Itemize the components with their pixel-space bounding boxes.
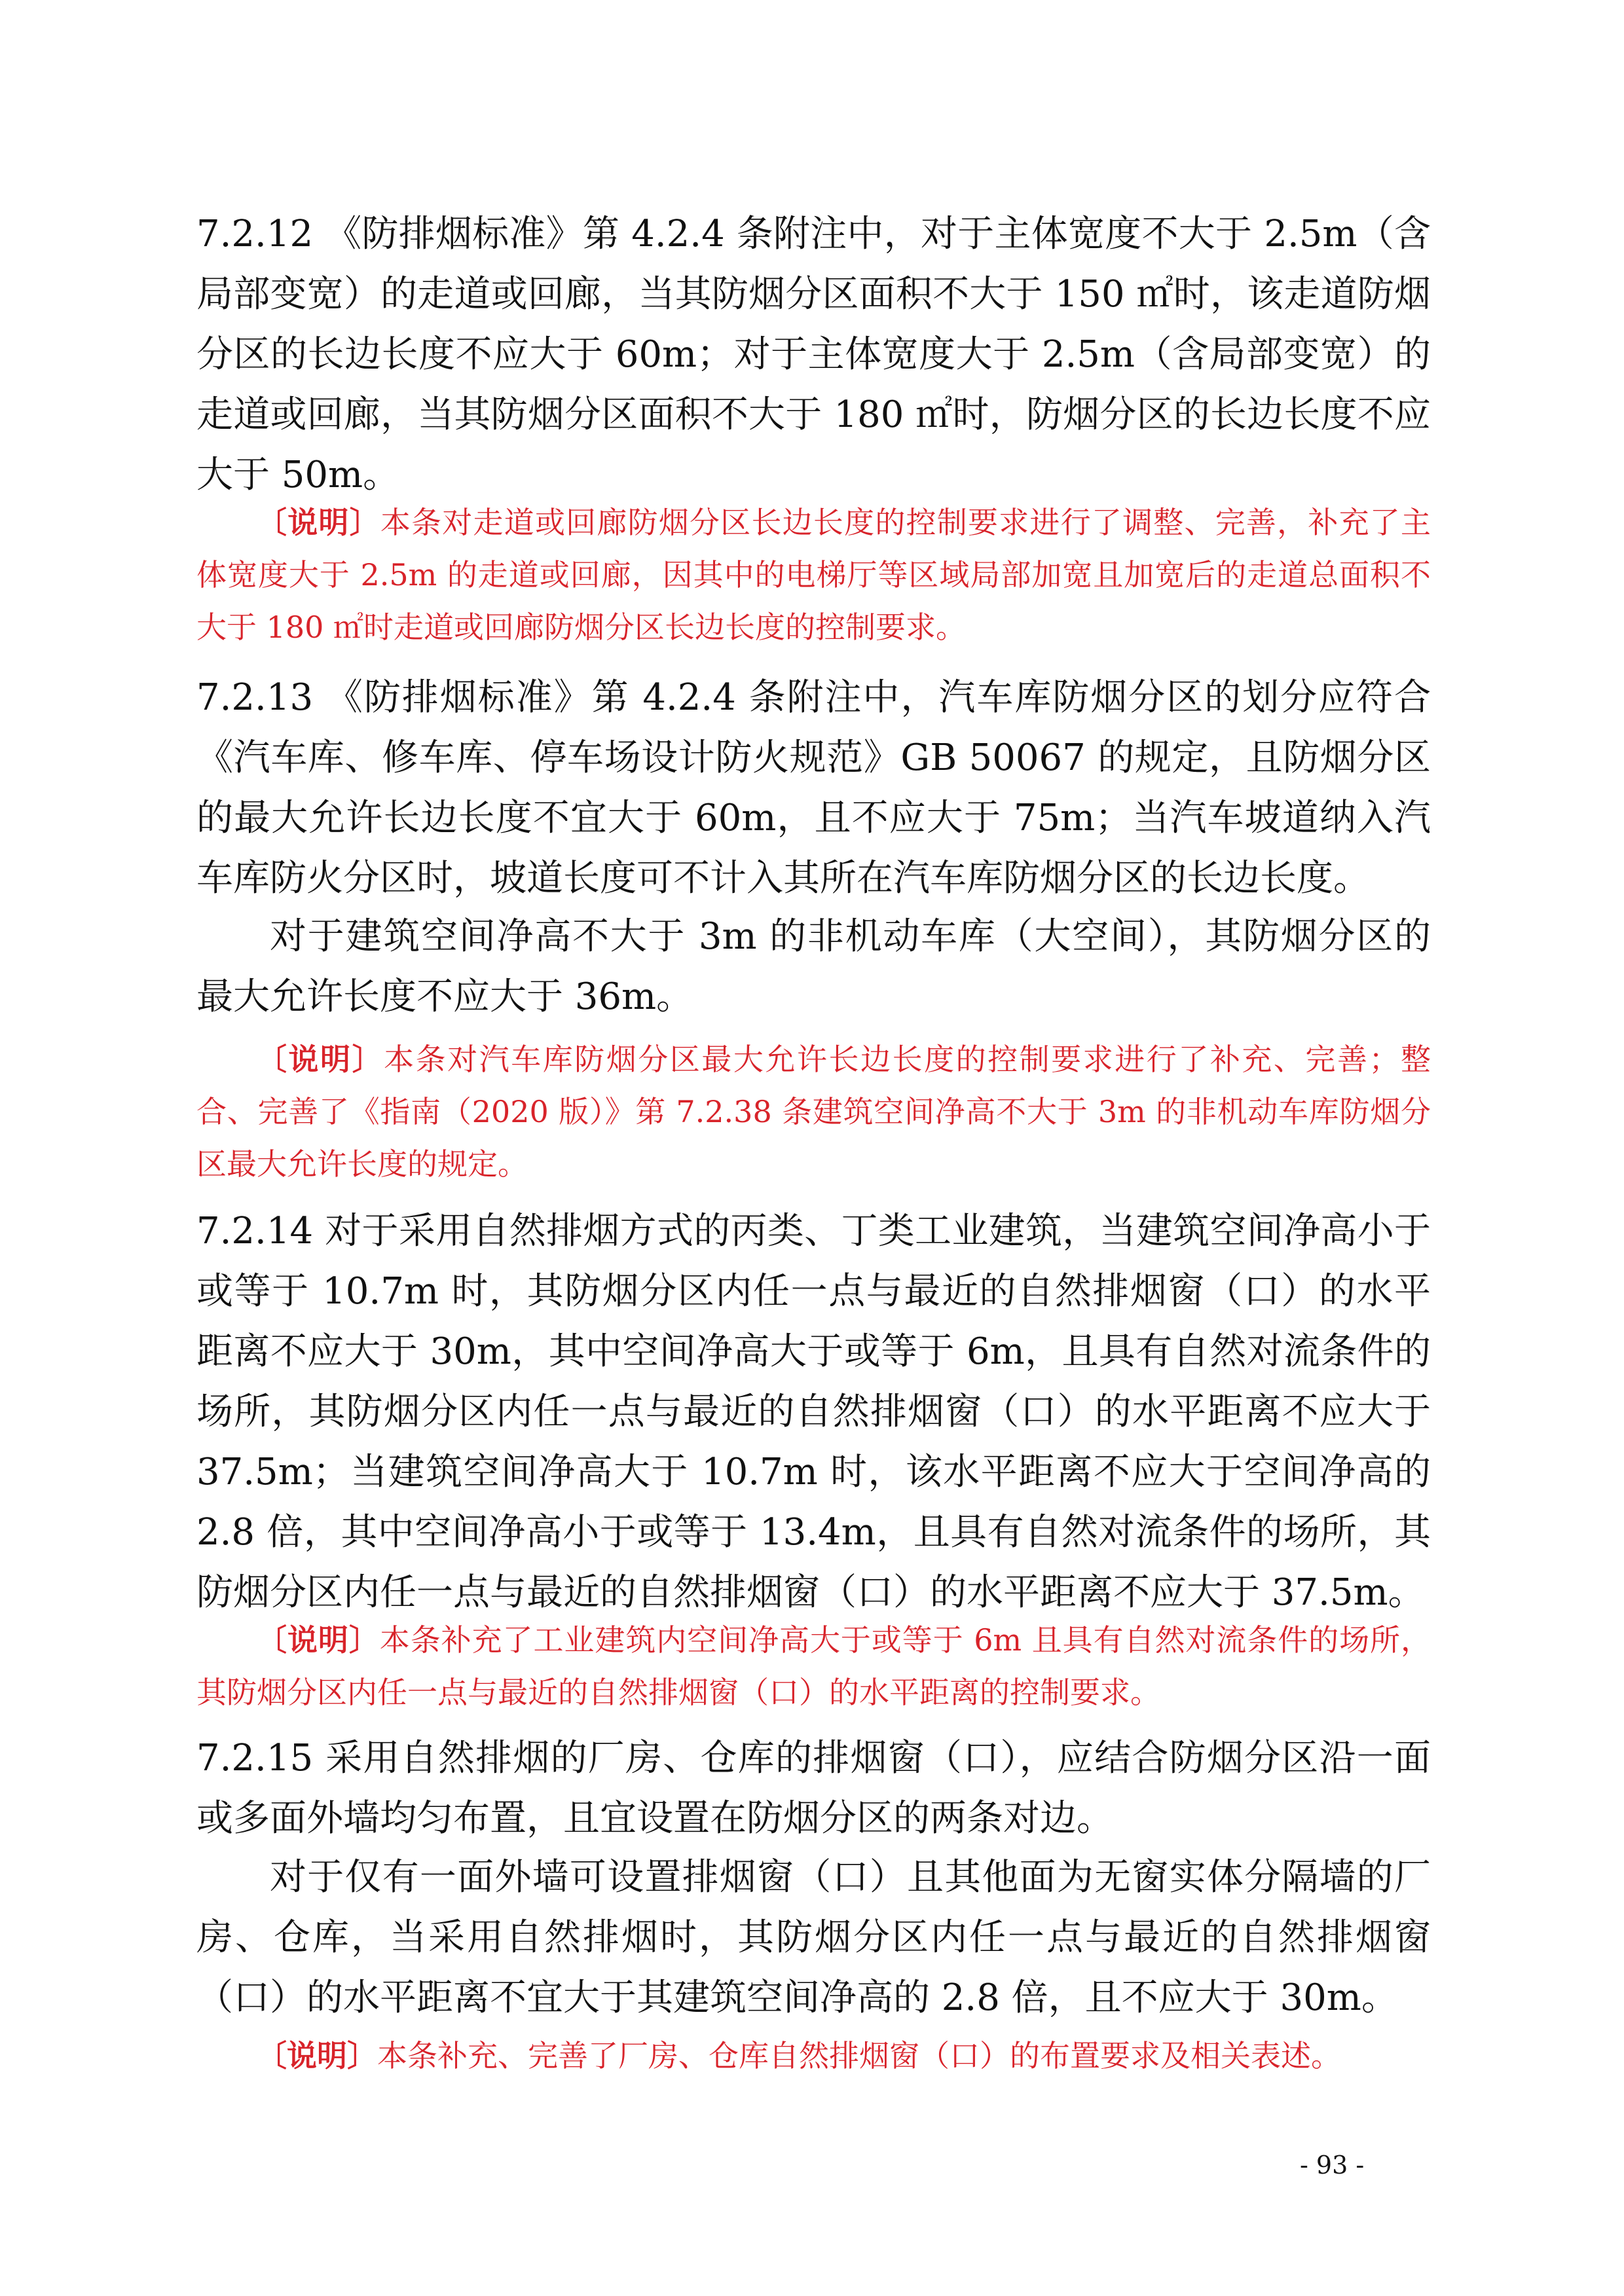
note-text: 本条补充了工业建筑内空间净高大于或等于 6m 且具有自然对流条件的场所，其防烟分区内任一点与最近的自然排烟窗（口）的水平距离的控制要求。: [196, 1622, 1431, 1710]
clause-7-2-13-paragraph-2: 对于建筑空间净高不大于 3m 的非机动车库（大空间），其防烟分区的最大允许长度不应大于 36m。: [196, 915, 1431, 1018]
clause-7-2-13: 7.2.13 《防排烟标准》第 4.2.4 条附注中，汽车库防烟分区的划分应符合《汽车库、修车库、停车场设计防火规范》GB 50067 的规定，且防烟分区的最大允许长边长度不宜大于 60m，且不应大于 75m；当汽车坡道纳入汽车库防火分区时，坡道长度可不计入其所在汽车库防烟分区的长边长度。: [196, 676, 1431, 900]
note-text: 本条对走道或回廊防烟分区长边长度的控制要求进行了调整、完善，补充了主体宽度大于 2.5m 的走道或回廊，因其中的电梯厅等区域局部加宽且加宽后的走道总面积不大于 180 ㎡时走道或回廊防烟分区长边长度的控制要求。: [196, 505, 1431, 645]
note-7-2-13: [196, 1033, 1431, 1190]
clause-7-2-14: 7.2.14 对于采用自然排烟方式的丙类、丁类工业建筑，当建筑空间净高小于或等于 10.7m 时，其防烟分区内任一点与最近的自然排烟窗（口）的水平距离不应大于 30m，其中空间净高大于或等于 6m，且具有自然对流条件的场所，其防烟分区内任一点与最近的自然排烟窗（口）的水平距离不应大于 37.5m；当建筑空间净高大于 10.7m 时，该水平距离不应大于空间净高的 2.8 倍，其中空间净高小于或等于 13.4m，且具有自然对流条件的场所，其防烟分区内任一点与最近的自然排烟窗（口）的水平距离不应大于 37.5m。: [196, 1210, 1431, 1614]
clause-7-2-15-paragraph-2: 对于仅有一面外墙可设置排烟窗（口）且其他面为无窗实体分隔墙的厂房、仓库，当采用自然排烟时，其防烟分区内任一点与最近的自然排烟窗（口）的水平距离不宜大于其建筑空间净高的 2.8 倍，且不应大于 30m。: [196, 1856, 1431, 2019]
clause-7-2-12: 7.2.12 《防排烟标准》第 4.2.4 条附注中，对于主体宽度不大于 2.5m（含局部变宽）的走道或回廊，当其防烟分区面积不大于 150 ㎡时，该走道防烟分区的长边长度不应大于 60m；对于主体宽度大于 2.5m（含局部变宽）的走道或回廊，当其防烟分区面积不大于 180 ㎡时，防烟分区的长边长度不应大于 50m。: [196, 213, 1431, 496]
note-tag: 〔说明〕: [257, 1622, 380, 1658]
note-7-2-12: [196, 496, 1431, 653]
clause-7-2-15: 7.2.15 采用自然排烟的厂房、仓库的排烟窗（口），应结合防烟分区沿一面或多面外墙均匀布置，且宜设置在防烟分区的两条对边。: [196, 1737, 1431, 1840]
note-7-2-15: [196, 2030, 1431, 2082]
page-number: - 93 -: [1300, 2151, 1365, 2179]
note-tag: 〔说明〕: [257, 1042, 384, 1077]
note-text: 本条对汽车库防烟分区最大允许长边长度的控制要求进行了补充、完善；整合、完善了《指南（2020 版）》第 7.2.38 条建筑空间净高不大于 3m 的非机动车库防烟分区最大允许长度的规定。: [196, 1042, 1431, 1182]
note-7-2-14: [196, 1614, 1431, 1719]
note-tag: 〔说明〕: [257, 2038, 377, 2073]
note-text: 本条补充、完善了厂房、仓库自然排烟窗（口）的布置要求及相关表述。: [377, 2038, 1341, 2073]
note-tag: 〔说明〕: [257, 505, 380, 540]
